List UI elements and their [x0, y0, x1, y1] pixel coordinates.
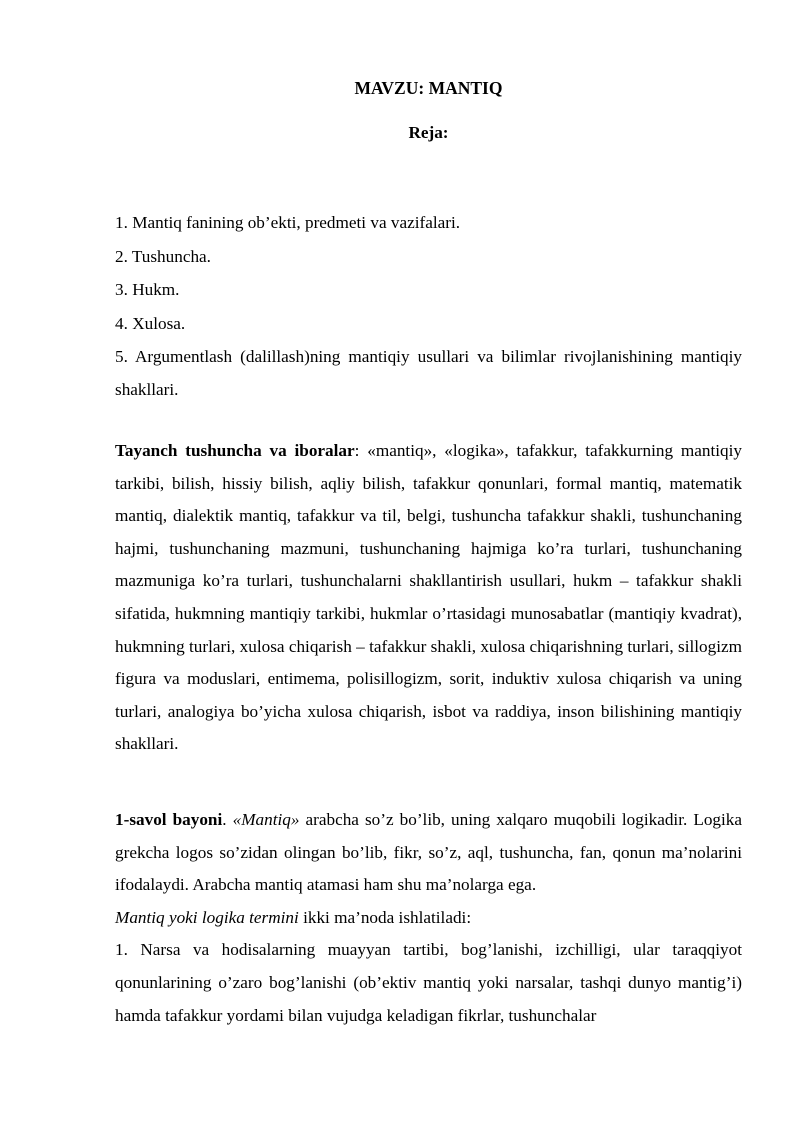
plan-item-3: 3. Hukm.	[115, 280, 180, 299]
key-terms-paragraph	[115, 435, 742, 761]
document-title: MAVZU: MANTIQ	[354, 78, 503, 98]
plan-list	[115, 206, 742, 406]
section-1-point-1: 1. Narsa va hodisalarning muayyan tartibi, bog’lanishi, izchilligi, ular taraqqiyot qonunlarining o’zaro bog’lanishi (ob’ektiv mantiq yoki narsalar, tashqi dunyo mantig’i) hamda tafakkur yordami bilan vujudga keladigan fikrlar, tushunchalar	[115, 940, 742, 1025]
section-1-label: 1-savol bayoni	[115, 810, 223, 829]
section-1-line-2	[115, 902, 742, 935]
section-1-term: «Mantiq»	[232, 810, 300, 829]
section-1-line-2-text: ikki ma’noda ishlatiladi:	[298, 907, 472, 927]
key-terms-label: Tayanch tushuncha va iboralar	[115, 441, 355, 460]
plan-item-2: 2. Tushuncha.	[115, 246, 211, 266]
key-terms-text: «mantiq», «logika», tafakkur, tafakkurning mantiqiy tarkibi, bilish, hissiy bilish, aqliy bilish, tafakkur qonunlari, formal mantiq, matematik mantiq, dialektik mantiq, tafakkur va til, belgi, tushuncha tafakkur shakli, tushunchaning hajmi, tushunchaning mazmuni, tushunchaning hajmiga ko’ra turlari, tushunchaning mazmuniga ko’ra turlari, tushunchalarni shakllantirish usullari, hukm – tafakkur shakli sifatida, hukmning mantiqiy tarkibi, hukmlar o’rtasidagi munosabatlar (mantiqiy kvadrat), hukmning turlari, xulosa chiqarish – tafakkur shakli, xulosa chiqarishning turlari, sillogizm figura va moduslari, entimema, polisillogizm, sorit, induktiv xulosa chiqarish va uning turlari, analogiya bo’yicha xulosa chiqarish, isbot va raddiya, inson bilishining mantiqiy shakllari.	[115, 441, 742, 754]
plan-item-1: 1. Mantiq fanining ob’ekti, predmeti va vazifalari.	[115, 213, 461, 232]
plan-heading: Reja:	[408, 123, 449, 142]
section-1-text: arabcha so’z bo’lib, uning xalqaro muqobili logikadir. Logika grekcha logos so’zidan olingan bo’lib, fikr, so’z, aql, tushuncha, fan, qonun ma’nolarini ifodalaydi. Arabcha mantiq atamasi ham shu ma’nolarga ega.	[115, 810, 742, 895]
section-1-line-2-italic: Mantiq yoki logika termini	[115, 907, 299, 927]
section-1-paragraph	[115, 804, 742, 902]
section-1	[115, 804, 742, 1032]
section-1-dot: .	[222, 810, 233, 829]
key-terms-colon: :	[354, 441, 360, 460]
plan-item-4: 4. Xulosa.	[115, 313, 186, 333]
plan-item-5: 5. Argumentlash (dalillash)ning mantiqiy usullari va bilimlar rivojlanishining mantiqiy shakllari.	[115, 347, 742, 399]
